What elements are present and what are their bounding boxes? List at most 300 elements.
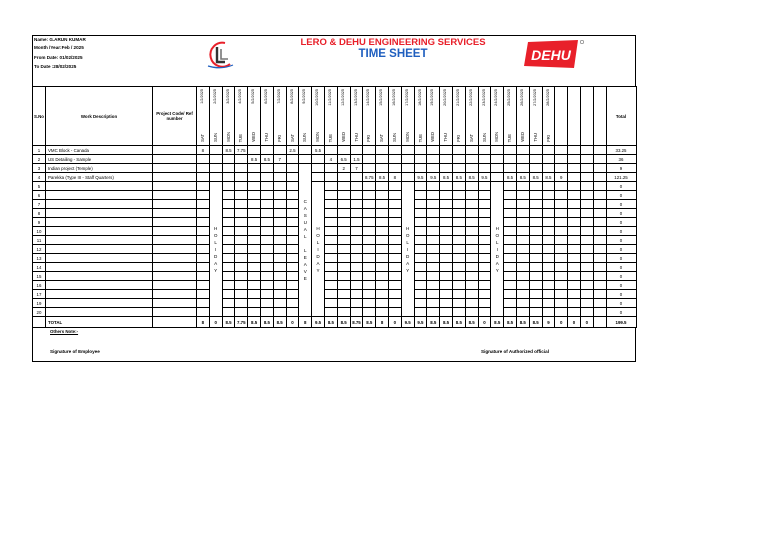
weekday-label: TUE <box>507 133 513 142</box>
date-label: 5/2/2025 <box>251 89 256 104</box>
hours-cell <box>516 308 529 317</box>
hours-cell <box>248 245 261 254</box>
row-total: 36 <box>606 155 636 164</box>
day-total: 8 <box>376 317 389 328</box>
hours-cell <box>465 209 478 218</box>
day-total: 0 <box>388 317 401 328</box>
work-description <box>46 308 153 317</box>
hours-cell <box>337 173 350 182</box>
hours-cell: 9.5 <box>478 173 491 182</box>
hours-cell <box>222 200 235 209</box>
hours-cell <box>337 245 350 254</box>
hours-cell <box>593 254 606 263</box>
hours-cell <box>248 263 261 272</box>
hours-cell <box>299 146 312 155</box>
hours-cell <box>197 182 210 191</box>
row-total: 121.25 <box>606 173 636 182</box>
day-total: 8.5 <box>222 317 235 328</box>
hours-cell <box>516 272 529 281</box>
hours-cell <box>376 200 389 209</box>
date-label: 9/2/2025 <box>302 89 307 104</box>
hours-cell <box>580 227 593 236</box>
hours-cell <box>414 200 427 209</box>
project-code <box>153 245 197 254</box>
hours-cell <box>465 308 478 317</box>
hours-cell <box>414 155 427 164</box>
hours-cell <box>388 227 401 236</box>
date-label: 1/2/2025 <box>200 89 204 104</box>
hours-cell <box>452 227 465 236</box>
hours-cell <box>260 263 273 272</box>
hours-cell <box>568 146 581 155</box>
hours-cell <box>388 146 401 155</box>
hours-cell <box>427 209 440 218</box>
hours-cell: 1.5 <box>350 155 363 164</box>
date-label: 10/2/2025 <box>315 89 320 106</box>
hours-cell <box>516 191 529 200</box>
date-label: 27/2/2025 <box>532 89 537 106</box>
hours-cell <box>388 218 401 227</box>
hours-cell <box>529 155 542 164</box>
hours-cell: 8.5 <box>376 173 389 182</box>
hours-cell <box>580 191 593 200</box>
hours-cell <box>465 299 478 308</box>
work-description <box>46 209 153 218</box>
hours-cell <box>286 227 299 236</box>
hours-cell <box>363 209 376 218</box>
hours-cell <box>580 173 593 182</box>
hours-cell <box>222 182 235 191</box>
hours-cell <box>516 218 529 227</box>
hours-cell <box>388 263 401 272</box>
hours-cell <box>337 218 350 227</box>
day-total: 8.5 <box>260 317 273 328</box>
hours-cell: 8.75 <box>363 173 376 182</box>
hours-cell <box>542 200 555 209</box>
hours-cell <box>452 155 465 164</box>
hours-cell <box>222 290 235 299</box>
hours-cell <box>363 227 376 236</box>
hours-cell <box>529 308 542 317</box>
day-total: 8.5 <box>337 317 350 328</box>
hours-cell <box>235 227 248 236</box>
hours-cell <box>414 191 427 200</box>
weekday-label: MON <box>494 132 500 142</box>
hours-cell <box>414 290 427 299</box>
hours-cell <box>504 209 517 218</box>
hours-cell <box>235 182 248 191</box>
hours-cell <box>273 209 286 218</box>
hours-cell <box>222 254 235 263</box>
hours-cell <box>273 173 286 182</box>
hours-cell <box>248 272 261 281</box>
hours-cell <box>452 263 465 272</box>
date-column-header <box>260 87 273 146</box>
hours-cell <box>580 308 593 317</box>
hours-cell <box>529 263 542 272</box>
hours-cell <box>504 272 517 281</box>
date-column-header <box>580 87 593 146</box>
project-code-header: Project Code/ Ref number <box>153 87 197 146</box>
date-label: 7/2/2025 <box>276 89 281 104</box>
hours-cell <box>580 290 593 299</box>
hours-cell <box>273 299 286 308</box>
day-total: 7.75 <box>235 317 248 328</box>
hours-cell <box>260 254 273 263</box>
hours-cell <box>440 164 453 173</box>
hours-cell <box>427 281 440 290</box>
row-number: 13 <box>33 254 46 263</box>
hours-cell <box>516 254 529 263</box>
hours-cell <box>440 209 453 218</box>
row-total: 0 <box>606 308 636 317</box>
hours-cell <box>388 290 401 299</box>
hours-cell <box>593 191 606 200</box>
date-label: 13/2/2025 <box>353 89 358 106</box>
hours-cell <box>273 227 286 236</box>
hours-cell <box>324 299 337 308</box>
hours-cell <box>414 299 427 308</box>
hours-cell <box>363 236 376 245</box>
hours-cell <box>465 155 478 164</box>
row-number: 19 <box>33 299 46 308</box>
weekday-label: SUN <box>212 133 218 142</box>
table-row <box>33 182 637 191</box>
hours-cell <box>580 245 593 254</box>
hours-cell <box>324 236 337 245</box>
hours-cell <box>286 236 299 245</box>
date-label: 20/2/2025 <box>443 89 448 106</box>
hours-cell <box>376 155 389 164</box>
hours-cell <box>235 209 248 218</box>
hours-cell <box>363 245 376 254</box>
work-description: Parekka (Type III - Staff Quarters) <box>46 173 153 182</box>
hours-cell <box>478 164 491 173</box>
hours-cell <box>337 182 350 191</box>
hours-cell <box>529 290 542 299</box>
hours-cell <box>414 218 427 227</box>
hours-cell <box>286 308 299 317</box>
hours-cell <box>427 191 440 200</box>
day-total: 9.5 <box>312 317 325 328</box>
hours-cell <box>504 182 517 191</box>
hours-cell: 8 <box>197 146 210 155</box>
hours-cell <box>504 200 517 209</box>
hours-cell <box>286 299 299 308</box>
date-column-header <box>440 87 453 146</box>
day-total: 8.5 <box>529 317 542 328</box>
hours-cell <box>273 182 286 191</box>
hours-cell <box>504 236 517 245</box>
hours-cell <box>324 209 337 218</box>
hours-cell <box>337 308 350 317</box>
hours-cell <box>286 155 299 164</box>
weekday-label: SUN <box>391 133 397 142</box>
table-row <box>33 227 637 236</box>
hours-cell <box>273 164 286 173</box>
project-code <box>153 227 197 236</box>
date-column-header <box>222 87 235 146</box>
hours-cell <box>222 272 235 281</box>
hours-cell <box>427 263 440 272</box>
hours-cell <box>478 290 491 299</box>
hours-cell <box>324 200 337 209</box>
hours-cell <box>260 164 273 173</box>
authorized-signature-label: Signature of Authorized official <box>481 349 549 354</box>
hours-cell <box>593 173 606 182</box>
weekday-label: WED <box>251 132 257 142</box>
hours-cell <box>286 218 299 227</box>
hours-cell <box>478 191 491 200</box>
hours-cell <box>337 299 350 308</box>
hours-cell <box>452 209 465 218</box>
weekday-label: WED <box>430 132 436 142</box>
hours-cell <box>555 254 568 263</box>
month-year: Month /Year:Feb / 2025 <box>34 45 84 50</box>
sheet-header <box>32 35 636 86</box>
hours-cell <box>363 290 376 299</box>
hours-cell <box>312 173 325 182</box>
hours-cell <box>427 200 440 209</box>
hours-cell <box>465 200 478 209</box>
hours-cell <box>452 290 465 299</box>
row-number: 5 <box>33 182 46 191</box>
work-description <box>46 263 153 272</box>
day-total: 8.5 <box>504 317 517 328</box>
hours-cell <box>529 146 542 155</box>
hours-cell <box>542 308 555 317</box>
hours-cell <box>350 263 363 272</box>
hours-cell <box>248 218 261 227</box>
hours-cell <box>427 182 440 191</box>
weekday-label: FRI <box>455 135 461 142</box>
hours-cell <box>337 227 350 236</box>
day-total: 8.5 <box>465 317 478 328</box>
hours-cell <box>516 263 529 272</box>
hours-cell <box>260 209 273 218</box>
hours-cell <box>440 263 453 272</box>
hours-cell <box>504 308 517 317</box>
hours-cell <box>516 290 529 299</box>
row-total: 9 <box>606 164 636 173</box>
hours-cell <box>516 281 529 290</box>
row-total: 0 <box>606 182 636 191</box>
hours-cell <box>593 164 606 173</box>
table-row <box>33 263 637 272</box>
hours-cell <box>465 290 478 299</box>
row-number: 16 <box>33 281 46 290</box>
hours-cell: 8.5 <box>452 173 465 182</box>
hours-cell <box>350 182 363 191</box>
hours-cell <box>452 182 465 191</box>
hours-cell <box>235 272 248 281</box>
hours-cell <box>235 218 248 227</box>
hours-cell <box>593 209 606 218</box>
hours-cell <box>260 218 273 227</box>
date-column-header <box>452 87 465 146</box>
hours-cell <box>376 308 389 317</box>
hours-cell <box>580 299 593 308</box>
hours-cell <box>286 290 299 299</box>
day-total: 8 <box>299 317 312 328</box>
hours-cell: 8.5 <box>248 155 261 164</box>
hours-cell <box>337 209 350 218</box>
hours-cell <box>568 218 581 227</box>
day-total: 8.5 <box>452 317 465 328</box>
hours-cell <box>440 227 453 236</box>
hours-cell <box>248 173 261 182</box>
date-column-header <box>286 87 299 146</box>
hours-cell <box>401 164 414 173</box>
hours-cell <box>580 164 593 173</box>
hours-cell <box>529 182 542 191</box>
project-code <box>153 299 197 308</box>
hours-cell <box>593 263 606 272</box>
hours-cell <box>414 164 427 173</box>
hours-cell <box>222 191 235 200</box>
day-total: 8.5 <box>491 317 504 328</box>
hours-cell <box>414 245 427 254</box>
hours-cell <box>593 227 606 236</box>
row-number: 14 <box>33 263 46 272</box>
hours-cell <box>337 200 350 209</box>
hours-cell <box>580 254 593 263</box>
hours-cell <box>414 254 427 263</box>
table-row <box>33 191 637 200</box>
weekday-label: TUE <box>327 133 333 142</box>
weekday-label: THU <box>443 133 449 142</box>
hours-cell <box>542 191 555 200</box>
hours-cell <box>568 281 581 290</box>
hours-cell <box>376 146 389 155</box>
hours-cell <box>516 227 529 236</box>
hours-cell <box>388 209 401 218</box>
work-description <box>46 200 153 209</box>
hours-cell <box>337 146 350 155</box>
hours-cell <box>593 281 606 290</box>
weekday-label: SAT <box>468 134 474 142</box>
hours-cell <box>273 290 286 299</box>
date-column-header <box>235 87 248 146</box>
date-column-header <box>593 87 606 146</box>
date-column-header <box>363 87 376 146</box>
hours-cell <box>324 227 337 236</box>
work-description <box>46 272 153 281</box>
hours-cell <box>580 155 593 164</box>
hours-cell <box>376 272 389 281</box>
hours-cell: 9.5 <box>427 173 440 182</box>
weekday-label: THU <box>263 133 269 142</box>
hours-cell <box>222 299 235 308</box>
holiday-leave-cell: H O L I D A Y <box>209 182 222 317</box>
hours-cell <box>388 308 401 317</box>
hours-cell <box>516 236 529 245</box>
hours-cell <box>555 236 568 245</box>
hours-cell <box>555 299 568 308</box>
row-total: 0 <box>606 191 636 200</box>
hours-cell <box>568 155 581 164</box>
date-label: 25/2/2025 <box>507 89 512 106</box>
dehu-logo <box>520 38 586 70</box>
timesheet <box>32 35 636 362</box>
row-total: 0 <box>606 254 636 263</box>
hours-cell <box>504 191 517 200</box>
hours-cell <box>440 308 453 317</box>
project-code <box>153 182 197 191</box>
hours-cell <box>286 164 299 173</box>
hours-cell <box>350 236 363 245</box>
hours-cell <box>478 146 491 155</box>
hours-cell <box>427 155 440 164</box>
day-total: 0 <box>286 317 299 328</box>
hours-cell <box>363 164 376 173</box>
row-number: 17 <box>33 290 46 299</box>
sheet-title: TIME SHEET <box>358 48 428 60</box>
date-label: 6/2/2025 <box>263 89 268 104</box>
hours-cell <box>478 218 491 227</box>
weekday-label: MON <box>225 132 231 142</box>
hours-cell <box>248 281 261 290</box>
hours-cell <box>504 281 517 290</box>
day-total: 8.5 <box>324 317 337 328</box>
row-total: 0 <box>606 272 636 281</box>
hours-cell <box>222 173 235 182</box>
hours-cell <box>350 308 363 317</box>
hours-cell <box>593 236 606 245</box>
hours-cell <box>427 308 440 317</box>
hours-cell <box>197 263 210 272</box>
hours-cell <box>337 263 350 272</box>
hours-cell <box>542 155 555 164</box>
work-description: US Detailing - Sample <box>46 155 153 164</box>
work-description <box>46 227 153 236</box>
work-description <box>46 218 153 227</box>
hours-cell <box>222 227 235 236</box>
hours-cell <box>465 254 478 263</box>
hours-cell <box>427 272 440 281</box>
table-row <box>33 218 637 227</box>
hours-cell <box>542 227 555 236</box>
hours-cell <box>542 218 555 227</box>
hours-cell <box>568 245 581 254</box>
dehu-logo-text: DEHU <box>531 47 571 63</box>
hours-cell <box>542 182 555 191</box>
date-label: 2/2/2025 <box>212 89 217 104</box>
table-row <box>33 173 637 182</box>
employee-name: Name: G.ARUN KUMAR <box>34 37 86 42</box>
sno-header: S.No <box>33 87 46 146</box>
hours-cell <box>504 245 517 254</box>
hours-cell <box>248 146 261 155</box>
weekday-label: TUE <box>417 133 423 142</box>
table-row <box>33 308 637 317</box>
hours-cell <box>376 209 389 218</box>
hours-cell <box>452 254 465 263</box>
hours-cell <box>388 272 401 281</box>
hours-cell <box>440 218 453 227</box>
date-label: 19/2/2025 <box>430 89 435 106</box>
day-total <box>593 317 606 328</box>
table-row <box>33 290 637 299</box>
hours-cell <box>555 227 568 236</box>
day-total: 0 <box>209 317 222 328</box>
hours-cell <box>440 155 453 164</box>
row-number: 9 <box>33 218 46 227</box>
hours-cell <box>427 245 440 254</box>
hours-cell <box>478 227 491 236</box>
hours-cell <box>197 272 210 281</box>
hours-cell <box>414 146 427 155</box>
